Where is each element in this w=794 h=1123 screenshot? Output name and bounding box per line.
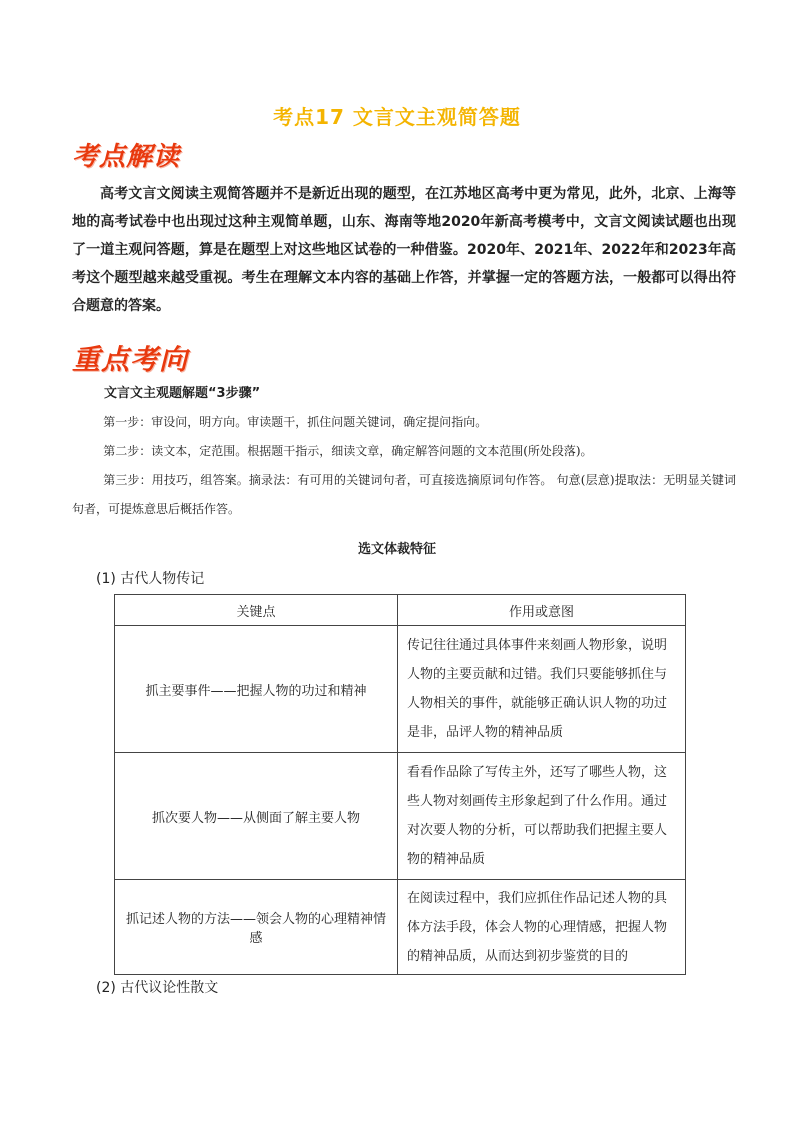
header-effect: 作用或意图 [398,595,686,626]
step-1: 第一步：审设问，明方向。审读题干，抓住问题关键词，确定提问指向。 [103,415,488,429]
effect-cell: 传记往往通过具体事件来刻画人物形象，说明人物的主要贡献和过错。我们只要能够抓住与人物相关的事件，就能够正确认识人物的功过是非，品评人物的精神品质 [398,626,686,753]
category-argumentative-prose: (2) 古代议论性散文 [96,980,219,996]
header-key-point: 关键点 [115,595,398,626]
effect-cell: 在阅读过程中，我们应抓住作品记述人物的具体方法手段，体会人物的心理情感，把握人物的精神品质，从而达到初步鉴赏的目的 [398,880,686,975]
table-row [115,753,686,880]
table-header-row [115,595,686,626]
key-point-cell: 抓记述人物的方法——领会人物的心理精神情感 [115,880,398,975]
biography-table [114,594,686,975]
category-biography: (1) 古代人物传记 [96,571,205,587]
key-point-cell: 抓主要事件——把握人物的功过和精神 [115,626,398,753]
table-row [115,880,686,975]
section-heading-focus: 重点考向 [72,343,189,376]
intro-paragraph: 高考文言文阅读主观简答题并不是新近出现的题型，在江苏地区高考中更为常见，此外，北京、上海等地的高考试卷中也出现过这种主观简单题，山东、海南等地2020年新高考模考中，文言文阅读试题也出现了一道主观问答题，算是在题型上对这些地区试卷的一种借鉴。2020年、2021年、2022年和2023年高考这个题型越来越受重视。考生在理解文本内容的基础上作答，并掌握一定的答题方法，一般都可以得出符合题意的答案。 [72,186,736,314]
effect-cell: 看看作品除了写传主外，还写了哪些人物，这些人物对刻画传主形象起到了什么作用。通过对次要人物的分析，可以帮助我们把握主要人物的精神品质 [398,753,686,880]
section-heading-interpretation: 考点解读 [72,142,181,172]
genre-title: 选文体裁特征 [357,542,436,557]
step-3: 第三步：用技巧，组答案。摘录法：有可用的关键词句者，可直接选摘原词句作答。 句意(层意)提取法：无明显关键词句者，可提炼意思后概括作答。 [72,473,736,516]
method-title: 文言文主观题解题“3步骤” [104,386,261,401]
step-2: 第二步：读文本，定范围。根据题干指示，细读文章，确定解答问题的文本范围(所处段落)。 [103,444,593,458]
table-row [115,626,686,753]
key-point-cell: 抓次要人物——从侧面了解主要人物 [115,753,398,880]
method-steps [72,408,736,524]
page-title: 考点17 文言文主观简答题 [273,105,521,129]
